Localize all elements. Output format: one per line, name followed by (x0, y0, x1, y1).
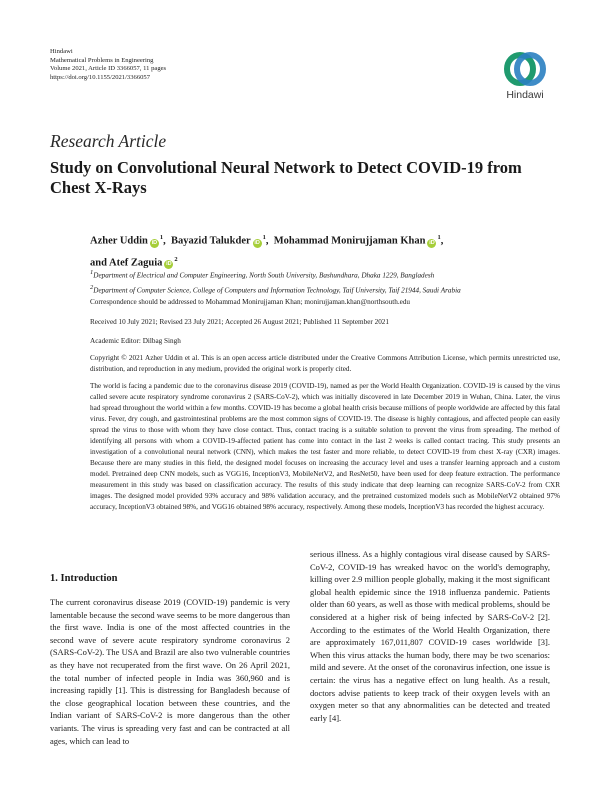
orcid-icon[interactable]: iD (166, 261, 172, 267)
orcid-icon[interactable]: iD (151, 239, 158, 246)
journal-name: Mathematical Problems in Engineering (50, 56, 154, 64)
copyright-notice: Copyright © 2021 Azher Uddin et al. This is an open access article distributed under the Creative Commons Attribution License, which permits unrestricted use, distribution, and reproduction in any medium, provided the original work is properly cited. (90, 354, 560, 373)
orcid-icon[interactable]: iD (254, 239, 260, 246)
journal-meta (50, 48, 166, 82)
section-heading: 1. Introduction (50, 573, 118, 584)
author-affil: 1 (262, 234, 266, 241)
paper-title: Study on Convolutional Neural Network to Detect COVID-19 from Chest X-Rays (50, 158, 522, 197)
academic-editor: Academic Editor: Dilbag Singh (90, 337, 181, 345)
journal-volume: Volume 2021, Article ID 3366057, 11 pages (50, 65, 167, 73)
affiliation: $^1$Department of Electrical and Computer Engineering, North South University, Bashundhara, Dhaka 1229, Bangladesh (90, 269, 435, 280)
article-type: Research Article (50, 131, 167, 151)
author-name: Bayazid Talukder (170, 235, 251, 247)
abstract: The world is facing a pandemic due to the coronavirus disease 2019 (COVID-19), named as per the World Health Organization. COVID-19 is caused by the virus called severe acute respiratory syndrome coronavirus 2 (SARS-CoV-2), which was initially discovered in late December 2019 in Wuhan, China. Later, the virus had spread throughout the world within a few months. COVID-19 has become a global health crisis because millions of people worldwide are affected by this fatal virus. Fever, dry cough, and gastrointestinal problems are the most common signs of COVID-19. The disease is highly contagious, and affected people can easily spread the virus to those with whom they have close contact. Thus, contact tracing is a suitable solution to prevent the virus from spreading. The method of identifying all persons with whom a COVID-19-affected patient has come into contact in the last 2 weeks is called contact tracing. This study presents an investigation of a convolutional neural network (CNN), which makes the test faster and more reliable, to detect COVID-19 from chest X-ray (CXR) images. Because there are many studies in this field, the designed model focuses on increasing the accuracy level and uses a transfer learning approach and a custom model. Pretrained deep CNN models, such as VGG16, InceptionV3, MobileNetV2, and ResNet50, have been used for deep feature extraction. The performance measurement in this study was based on classification accuracy. The results of this study indicate that deep learning can recognize SARS-CoV-2 from CXR images. The designed model provided 93% accuracy and 98% validation accuracy, and the pretrained customized models such as MobileNetV2 obtained 97% accuracy, InceptionV3 obtained 98%, and VGG16 obtained 98% accuracy, respectively. Among these models, InceptionV3 has recorded the highest accuracy. (90, 382, 560, 511)
hindawi-logo-text: Hindawi (506, 89, 544, 101)
author-affil: 2 (174, 255, 178, 263)
body-column-left: The current coronavirus disease 2019 (COVID-19) pandemic is very lamentable because the second wave seems to be more dangerous than the first wave. India is one of the most affected countries in the second wave of severe acute respiratory syndrome coronavirus 2 (SARS-CoV-2). The USA and Brazil are also two vulnerable countries as they have not recuperated from the first wave. On 26 April 2021, the total number of infected people in India was 360,960 and is increasing rapidly [1]. This is distressing for Bangladesh because of the close geographical location between these countries, and the Indian variant of SARS-CoV-2 is more dangerous than the other variants. The virus is spreading very fast and can be contracted at all ages, which can lead to (50, 597, 290, 746)
affiliation: $^2$Department of Computer Science, College of Computers and Information Technology, Taif University, Taif 21944, Saudi Arabia (90, 283, 461, 295)
publication-dates: Received 10 July 2021; Revised 23 July 2021; Accepted 26 August 2021; Published 11 September 2021 (90, 318, 389, 326)
affiliations (90, 267, 560, 297)
orcid-icon[interactable]: iD (429, 239, 435, 246)
author-name: Mohammad Monirujjaman Khan (273, 235, 426, 247)
author-name: Atef Zaguia (108, 257, 163, 268)
author-list: Azher Uddin $iD^1$, Bayazid Talukder $iD^1$, Mohammad Monirujjaman Khan $iD^1$, and Atef Zaguia $iD^2$ (90, 234, 444, 268)
body-column-right: serious illness. As a highly contagious viral disease caused by SARS-CoV-2, COVID-19 has wreaked havoc on the world's demography, killing over 2.9 million people globally, making it the most significant global health epidemic since the 1918 influenza pandemic. Patients older than 60 years, as well as those with medical problems, should be considered at a higher risk of being infected by SARS-CoV-2 [2]. According to the estimates of the World Health Organization, there are approximately 167,011,807 COVID-19 cases worldwide [3]. When this virus attacks the human body, there may be two scenarios: mild and severe. At the onset of the coronavirus infection, one issue is certain: the virus has a negative effect on lung health. As a result, doctors advise patients to keep track of their oxygen levels with an oxygen meter so that any abnormalities can be detected and treated early [4]. (310, 549, 550, 723)
journal-doi[interactable]: https://doi.org/10.1155/2021/3366057 (50, 73, 151, 81)
correspondence: Correspondence should be addressed to Mohammad Monirujjaman Khan; monirujjaman.khan@northsouth.edu (90, 298, 411, 306)
author-affil: 1 (159, 234, 164, 241)
author-name: Azher Uddin (90, 235, 148, 247)
journal-publisher: Hindawi (50, 48, 73, 55)
hindawi-logo-icon (502, 50, 548, 88)
author-affil: 1 (437, 234, 441, 241)
hindawi-logo (496, 50, 554, 101)
